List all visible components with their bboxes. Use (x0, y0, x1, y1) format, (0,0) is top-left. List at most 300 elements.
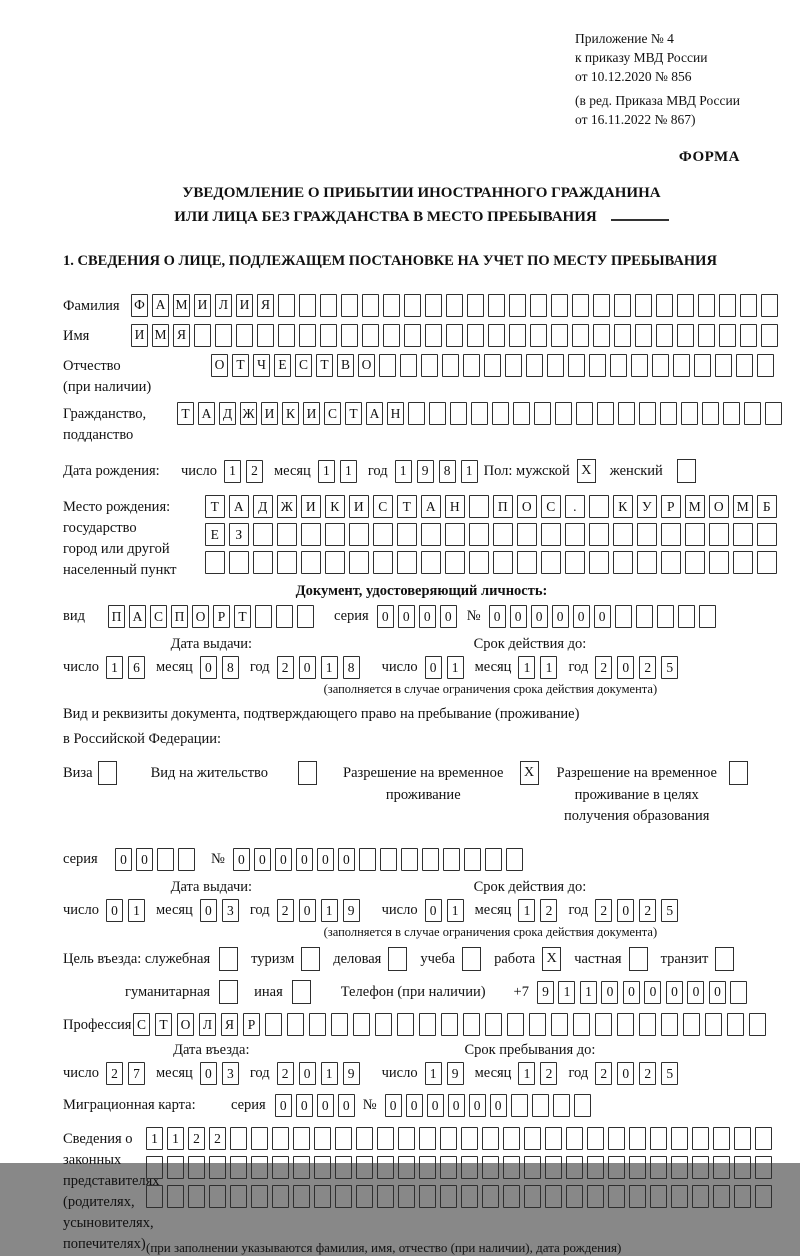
form-cell[interactable] (613, 551, 633, 574)
form-cell[interactable] (629, 1127, 646, 1150)
form-cell[interactable]: 0 (601, 981, 618, 1004)
form-cell[interactable] (485, 1013, 502, 1036)
form-cell[interactable] (469, 523, 489, 546)
form-cell[interactable] (293, 1185, 310, 1208)
form-cell[interactable] (492, 402, 509, 425)
form-cell[interactable] (419, 1127, 436, 1150)
form-cell[interactable]: И (349, 495, 369, 518)
form-cell[interactable]: Т (316, 354, 333, 377)
form-cell[interactable] (727, 1013, 744, 1036)
form-cell[interactable] (485, 848, 502, 871)
form-cell[interactable]: 0 (299, 1062, 316, 1085)
form-cell[interactable] (587, 1185, 604, 1208)
form-cell[interactable] (188, 1185, 205, 1208)
form-cell[interactable]: 1 (318, 460, 335, 483)
form-cell[interactable] (637, 523, 657, 546)
form-cell[interactable]: 5 (661, 656, 678, 679)
form-cell[interactable] (566, 1156, 583, 1179)
form-cell[interactable] (692, 1185, 709, 1208)
form-cell[interactable]: Т (397, 495, 417, 518)
form-cell[interactable] (209, 1156, 226, 1179)
form-cell[interactable]: 0 (531, 605, 548, 628)
form-cell[interactable]: И (194, 294, 211, 317)
form-cell[interactable] (404, 324, 421, 347)
form-cell[interactable] (467, 294, 484, 317)
form-cell[interactable] (482, 1127, 499, 1150)
form-cell[interactable]: 1 (321, 656, 338, 679)
form-cell[interactable] (608, 1127, 625, 1150)
form-cell[interactable]: 1 (540, 656, 557, 679)
form-cell[interactable]: 1 (447, 899, 464, 922)
form-cell[interactable]: 0 (510, 605, 527, 628)
form-cell[interactable]: 9 (343, 899, 360, 922)
form-cell[interactable]: С (150, 605, 167, 628)
form-cell[interactable] (572, 324, 589, 347)
form-cell[interactable] (335, 1127, 352, 1150)
form-cell[interactable] (702, 402, 719, 425)
form-cell[interactable]: 0 (275, 1094, 292, 1117)
form-cell[interactable]: 2 (246, 460, 263, 483)
form-cell[interactable] (740, 324, 757, 347)
form-cell[interactable]: В (337, 354, 354, 377)
form-cell[interactable]: 0 (440, 605, 457, 628)
form-cell[interactable]: 0 (200, 1062, 217, 1085)
form-cell[interactable]: П (493, 495, 513, 518)
form-cell[interactable] (442, 354, 459, 377)
form-cell[interactable]: . (565, 495, 585, 518)
form-cell[interactable]: 0 (296, 848, 313, 871)
form-cell[interactable]: А (421, 495, 441, 518)
form-cell[interactable] (503, 1127, 520, 1150)
form-cell[interactable] (463, 354, 480, 377)
form-cell[interactable] (251, 1127, 268, 1150)
form-cell[interactable] (637, 551, 657, 574)
form-cell[interactable] (719, 294, 736, 317)
form-cell[interactable] (656, 324, 673, 347)
form-cell[interactable] (461, 1127, 478, 1150)
form-cell[interactable]: 1 (461, 460, 478, 483)
form-cell[interactable]: С (373, 495, 393, 518)
form-cell[interactable] (469, 495, 489, 518)
form-cell[interactable] (719, 324, 736, 347)
form-cell[interactable] (229, 551, 249, 574)
form-cell[interactable]: 1 (146, 1127, 163, 1150)
form-cell[interactable] (650, 1185, 667, 1208)
form-cell[interactable]: П (171, 605, 188, 628)
form-cell[interactable] (167, 1156, 184, 1179)
form-cell[interactable]: 0 (490, 1094, 507, 1117)
form-cell[interactable] (551, 1013, 568, 1036)
form-cell[interactable] (276, 605, 293, 628)
purpose-humanitarian-checkbox[interactable] (219, 980, 238, 1004)
form-cell[interactable] (661, 1013, 678, 1036)
form-cell[interactable] (253, 523, 273, 546)
form-cell[interactable] (421, 523, 441, 546)
form-cell[interactable]: 1 (128, 899, 145, 922)
form-cell[interactable] (379, 354, 396, 377)
form-cell[interactable] (493, 523, 513, 546)
form-cell[interactable] (325, 523, 345, 546)
form-cell[interactable] (404, 294, 421, 317)
form-cell[interactable] (314, 1185, 331, 1208)
form-cell[interactable]: 2 (639, 1062, 656, 1085)
form-cell[interactable] (736, 354, 753, 377)
temp-permit-edu-checkbox[interactable] (729, 761, 748, 785)
form-cell[interactable]: 2 (639, 899, 656, 922)
form-cell[interactable] (761, 324, 778, 347)
form-cell[interactable] (551, 324, 568, 347)
form-cell[interactable] (422, 848, 439, 871)
form-cell[interactable] (373, 551, 393, 574)
form-cell[interactable]: Р (661, 495, 681, 518)
form-cell[interactable] (613, 523, 633, 546)
form-cell[interactable] (446, 324, 463, 347)
form-cell[interactable]: Н (387, 402, 404, 425)
form-cell[interactable] (629, 1156, 646, 1179)
form-cell[interactable]: А (366, 402, 383, 425)
form-cell[interactable] (467, 324, 484, 347)
form-cell[interactable] (482, 1156, 499, 1179)
form-cell[interactable] (513, 402, 530, 425)
form-cell[interactable]: Т (234, 605, 251, 628)
form-cell[interactable] (660, 402, 677, 425)
form-cell[interactable] (678, 605, 695, 628)
form-cell[interactable] (469, 551, 489, 574)
form-cell[interactable] (530, 324, 547, 347)
form-cell[interactable] (608, 1185, 625, 1208)
form-cell[interactable] (278, 324, 295, 347)
form-cell[interactable]: Ж (277, 495, 297, 518)
form-cell[interactable] (545, 1127, 562, 1150)
form-cell[interactable] (445, 523, 465, 546)
form-cell[interactable]: 9 (447, 1062, 464, 1085)
form-cell[interactable] (683, 1013, 700, 1036)
form-cell[interactable] (356, 1185, 373, 1208)
form-cell[interactable]: З (229, 523, 249, 546)
form-cell[interactable] (677, 294, 694, 317)
form-cell[interactable]: 0 (385, 1094, 402, 1117)
form-cell[interactable] (425, 294, 442, 317)
form-cell[interactable] (359, 848, 376, 871)
form-cell[interactable]: 0 (338, 848, 355, 871)
form-cell[interactable] (314, 1156, 331, 1179)
form-cell[interactable] (757, 523, 777, 546)
form-cell[interactable]: 6 (128, 656, 145, 679)
form-cell[interactable]: 1 (340, 460, 357, 483)
purpose-transit-checkbox[interactable] (715, 947, 734, 971)
form-cell[interactable]: 8 (222, 656, 239, 679)
form-cell[interactable] (755, 1156, 772, 1179)
form-cell[interactable] (733, 523, 753, 546)
form-cell[interactable]: 1 (224, 460, 241, 483)
form-cell[interactable]: О (192, 605, 209, 628)
form-cell[interactable] (713, 1127, 730, 1150)
purpose-work-checkbox[interactable]: X (542, 947, 561, 971)
form-cell[interactable] (194, 324, 211, 347)
form-cell[interactable] (464, 848, 481, 871)
form-cell[interactable]: М (733, 495, 753, 518)
form-cell[interactable]: 0 (296, 1094, 313, 1117)
form-cell[interactable] (587, 1156, 604, 1179)
form-cell[interactable]: Д (253, 495, 273, 518)
form-cell[interactable] (251, 1185, 268, 1208)
form-cell[interactable] (733, 551, 753, 574)
form-cell[interactable]: Б (757, 495, 777, 518)
form-cell[interactable]: О (177, 1013, 194, 1036)
form-cell[interactable]: 0 (419, 605, 436, 628)
form-cell[interactable] (740, 294, 757, 317)
form-cell[interactable] (349, 551, 369, 574)
form-cell[interactable] (301, 523, 321, 546)
temp-permit-checkbox[interactable]: X (520, 761, 539, 785)
form-cell[interactable] (178, 848, 195, 871)
form-cell[interactable] (488, 324, 505, 347)
form-cell[interactable] (574, 1094, 591, 1117)
form-cell[interactable]: 0 (617, 656, 634, 679)
purpose-other-checkbox[interactable] (292, 980, 311, 1004)
form-cell[interactable] (349, 523, 369, 546)
form-cell[interactable] (698, 294, 715, 317)
form-cell[interactable] (146, 1156, 163, 1179)
form-cell[interactable] (636, 605, 653, 628)
form-cell[interactable]: 2 (106, 1062, 123, 1085)
form-cell[interactable] (377, 1127, 394, 1150)
form-cell[interactable]: 0 (317, 848, 334, 871)
form-cell[interactable] (383, 324, 400, 347)
form-cell[interactable] (541, 551, 561, 574)
form-cell[interactable]: 9 (537, 981, 554, 1004)
form-cell[interactable] (299, 324, 316, 347)
form-cell[interactable]: О (211, 354, 228, 377)
form-cell[interactable] (314, 1127, 331, 1150)
form-cell[interactable] (293, 1127, 310, 1150)
form-cell[interactable] (713, 1185, 730, 1208)
form-cell[interactable]: 1 (580, 981, 597, 1004)
form-cell[interactable]: 0 (687, 981, 704, 1004)
form-cell[interactable]: Т (177, 402, 194, 425)
form-cell[interactable] (353, 1013, 370, 1036)
form-cell[interactable] (421, 551, 441, 574)
sex-female-checkbox[interactable] (677, 459, 696, 483)
form-cell[interactable] (230, 1185, 247, 1208)
form-cell[interactable] (681, 402, 698, 425)
form-cell[interactable] (377, 1156, 394, 1179)
form-cell[interactable] (597, 402, 614, 425)
form-cell[interactable] (565, 551, 585, 574)
form-cell[interactable] (335, 1156, 352, 1179)
form-cell[interactable]: 0 (106, 899, 123, 922)
form-cell[interactable] (443, 848, 460, 871)
form-cell[interactable]: К (613, 495, 633, 518)
form-cell[interactable] (461, 1156, 478, 1179)
form-cell[interactable]: 0 (377, 605, 394, 628)
form-cell[interactable] (419, 1156, 436, 1179)
form-cell[interactable] (503, 1185, 520, 1208)
form-cell[interactable] (507, 1013, 524, 1036)
form-cell[interactable]: Ч (253, 354, 270, 377)
form-cell[interactable]: 0 (427, 1094, 444, 1117)
form-cell[interactable] (362, 324, 379, 347)
form-cell[interactable] (471, 402, 488, 425)
form-cell[interactable] (614, 324, 631, 347)
form-cell[interactable] (484, 354, 501, 377)
form-cell[interactable] (744, 402, 761, 425)
form-cell[interactable] (685, 523, 705, 546)
form-cell[interactable] (595, 1013, 612, 1036)
form-cell[interactable] (566, 1185, 583, 1208)
form-cell[interactable]: Т (155, 1013, 172, 1036)
form-cell[interactable] (615, 605, 632, 628)
form-cell[interactable]: 0 (552, 605, 569, 628)
form-cell[interactable] (320, 294, 337, 317)
form-cell[interactable]: 1 (518, 899, 535, 922)
form-cell[interactable] (230, 1127, 247, 1150)
form-cell[interactable] (617, 1013, 634, 1036)
sex-male-checkbox[interactable]: X (577, 459, 596, 483)
form-cell[interactable] (146, 1185, 163, 1208)
form-cell[interactable] (419, 1013, 436, 1036)
form-cell[interactable] (205, 551, 225, 574)
form-cell[interactable] (429, 402, 446, 425)
form-cell[interactable]: С (133, 1013, 150, 1036)
form-cell[interactable] (526, 354, 543, 377)
form-cell[interactable] (335, 1185, 352, 1208)
form-cell[interactable]: О (358, 354, 375, 377)
form-cell[interactable] (257, 324, 274, 347)
form-cell[interactable]: К (325, 495, 345, 518)
form-cell[interactable] (730, 981, 747, 1004)
form-cell[interactable] (255, 605, 272, 628)
form-cell[interactable]: 0 (233, 848, 250, 871)
form-cell[interactable] (511, 1094, 528, 1117)
form-cell[interactable] (589, 551, 609, 574)
form-cell[interactable]: 0 (573, 605, 590, 628)
form-cell[interactable] (532, 1094, 549, 1117)
form-cell[interactable] (593, 294, 610, 317)
form-cell[interactable] (692, 1156, 709, 1179)
form-cell[interactable]: 8 (343, 656, 360, 679)
form-cell[interactable] (272, 1156, 289, 1179)
form-cell[interactable] (287, 1013, 304, 1036)
form-cell[interactable]: А (198, 402, 215, 425)
form-cell[interactable] (545, 1185, 562, 1208)
form-cell[interactable] (631, 354, 648, 377)
form-cell[interactable] (463, 1013, 480, 1036)
form-cell[interactable] (356, 1127, 373, 1150)
form-cell[interactable] (618, 402, 635, 425)
form-cell[interactable] (576, 402, 593, 425)
form-cell[interactable]: 2 (277, 656, 294, 679)
form-cell[interactable] (509, 294, 526, 317)
form-cell[interactable] (341, 324, 358, 347)
form-cell[interactable] (446, 294, 463, 317)
purpose-official-checkbox[interactable] (219, 947, 238, 971)
form-cell[interactable] (506, 848, 523, 871)
form-cell[interactable] (757, 551, 777, 574)
form-cell[interactable] (503, 1156, 520, 1179)
form-cell[interactable]: 0 (623, 981, 640, 1004)
form-cell[interactable]: И (301, 495, 321, 518)
form-cell[interactable] (635, 294, 652, 317)
form-cell[interactable]: 7 (128, 1062, 145, 1085)
form-cell[interactable] (398, 1156, 415, 1179)
form-cell[interactable]: 2 (209, 1127, 226, 1150)
form-cell[interactable] (397, 551, 417, 574)
form-cell[interactable] (545, 1156, 562, 1179)
form-cell[interactable]: А (152, 294, 169, 317)
form-cell[interactable]: Е (274, 354, 291, 377)
form-cell[interactable]: 0 (469, 1094, 486, 1117)
form-cell[interactable] (705, 1013, 722, 1036)
form-cell[interactable]: О (517, 495, 537, 518)
form-cell[interactable]: М (685, 495, 705, 518)
form-cell[interactable] (761, 294, 778, 317)
form-cell[interactable] (278, 294, 295, 317)
form-cell[interactable] (524, 1185, 541, 1208)
form-cell[interactable]: 1 (518, 1062, 535, 1085)
form-cell[interactable] (488, 294, 505, 317)
form-cell[interactable] (673, 354, 690, 377)
form-cell[interactable] (589, 523, 609, 546)
form-cell[interactable] (188, 1156, 205, 1179)
form-cell[interactable]: 0 (594, 605, 611, 628)
form-cell[interactable] (661, 551, 681, 574)
form-cell[interactable] (299, 294, 316, 317)
form-cell[interactable] (277, 523, 297, 546)
form-cell[interactable]: У (637, 495, 657, 518)
form-cell[interactable]: 0 (425, 899, 442, 922)
form-cell[interactable] (757, 354, 774, 377)
form-cell[interactable]: Т (205, 495, 225, 518)
form-cell[interactable]: А (229, 495, 249, 518)
form-cell[interactable]: 1 (558, 981, 575, 1004)
form-cell[interactable] (572, 294, 589, 317)
form-cell[interactable]: Я (221, 1013, 238, 1036)
form-cell[interactable]: 0 (299, 899, 316, 922)
form-cell[interactable] (755, 1185, 772, 1208)
form-cell[interactable] (629, 1185, 646, 1208)
form-cell[interactable] (530, 294, 547, 317)
form-cell[interactable]: 1 (106, 656, 123, 679)
form-cell[interactable] (461, 1185, 478, 1208)
form-cell[interactable] (652, 354, 669, 377)
form-cell[interactable] (383, 294, 400, 317)
form-cell[interactable] (517, 523, 537, 546)
form-cell[interactable] (325, 551, 345, 574)
form-cell[interactable]: О (709, 495, 729, 518)
form-cell[interactable] (419, 1185, 436, 1208)
form-cell[interactable]: 9 (343, 1062, 360, 1085)
form-cell[interactable]: И (261, 402, 278, 425)
form-cell[interactable]: 1 (425, 1062, 442, 1085)
form-cell[interactable]: 0 (299, 656, 316, 679)
form-cell[interactable]: К (282, 402, 299, 425)
form-cell[interactable] (593, 324, 610, 347)
visa-checkbox[interactable] (98, 761, 117, 785)
form-cell[interactable]: 0 (425, 656, 442, 679)
form-cell[interactable]: 2 (595, 1062, 612, 1085)
form-cell[interactable]: А (129, 605, 146, 628)
form-cell[interactable] (320, 324, 337, 347)
form-cell[interactable] (573, 1013, 590, 1036)
form-cell[interactable] (553, 1094, 570, 1117)
form-cell[interactable] (272, 1185, 289, 1208)
form-cell[interactable] (445, 551, 465, 574)
form-cell[interactable]: 2 (540, 899, 557, 922)
form-cell[interactable]: 0 (317, 1094, 334, 1117)
form-cell[interactable]: 1 (447, 656, 464, 679)
form-cell[interactable]: 0 (617, 1062, 634, 1085)
